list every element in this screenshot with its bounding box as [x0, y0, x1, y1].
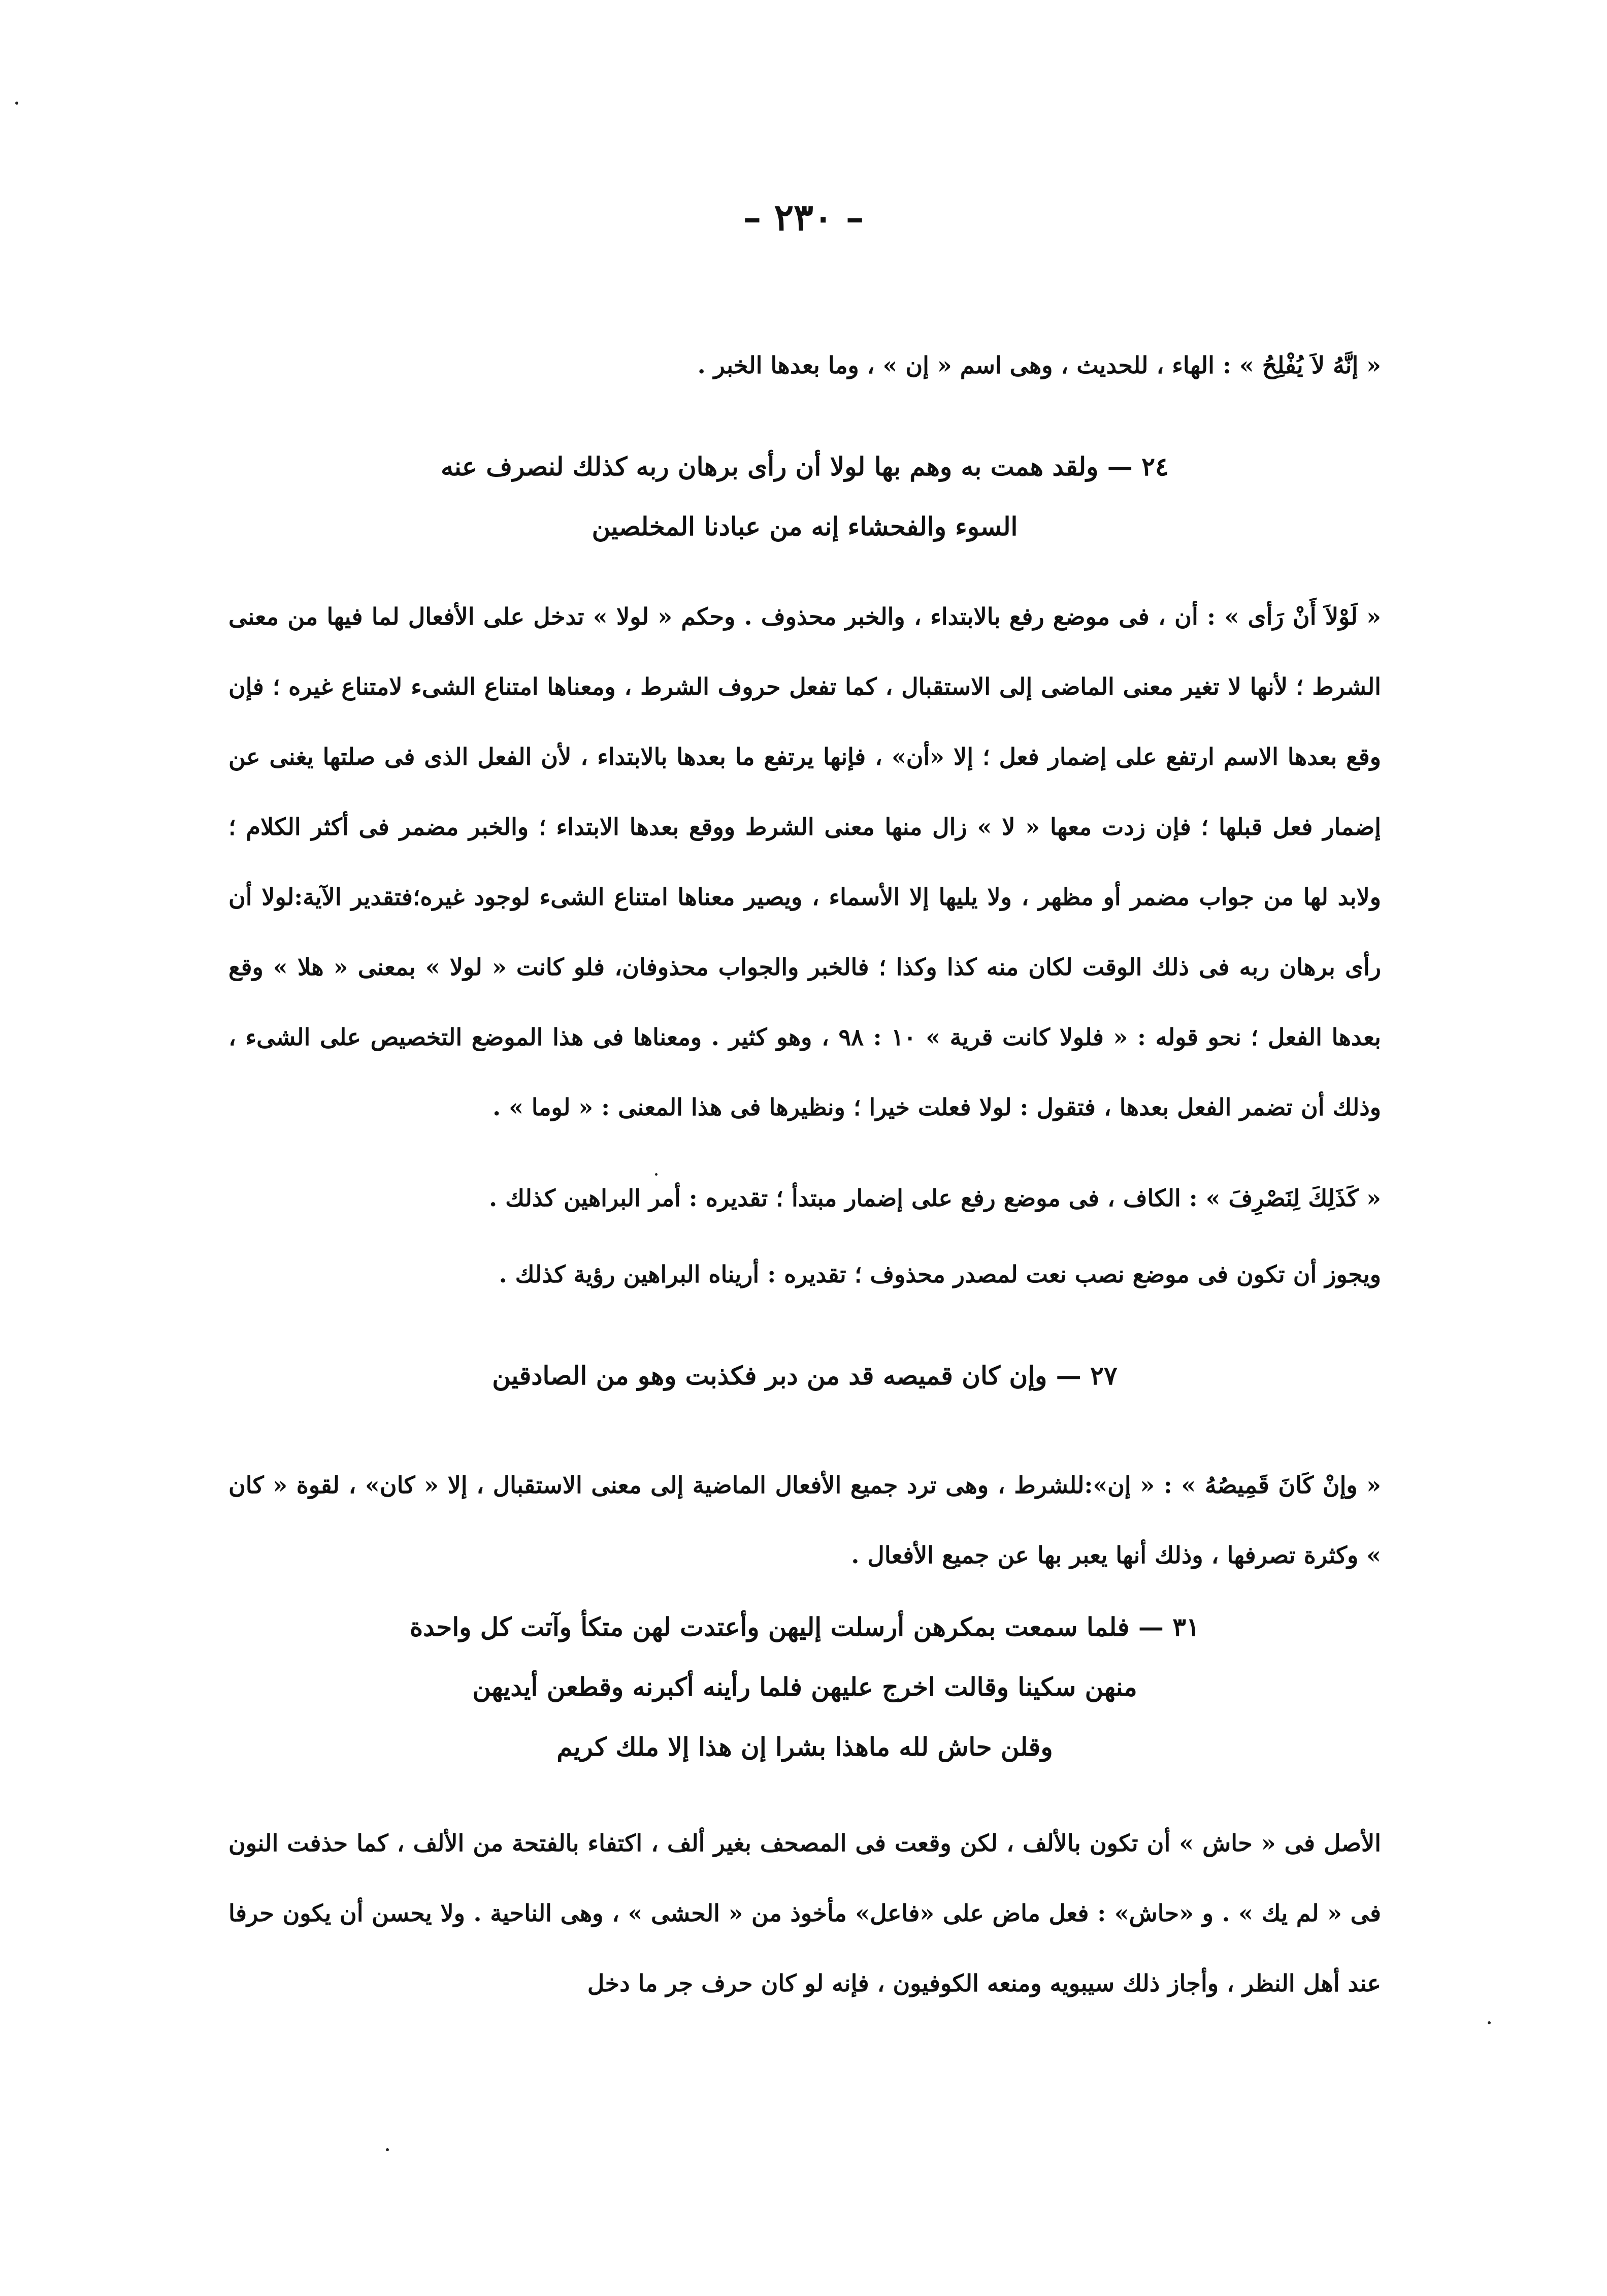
commentary-text: « إنَّهُ لاَ يُفْلِحُ » : الهاء ، للحديث ، وهى اسم « إن » ، وما بعدها الخبر .	[697, 351, 1381, 379]
commentary-paragraph-5	[228, 1450, 1381, 1590]
verse-line: ٢٧ — وإن كان قميصه قد من دبر فكذبت وهو من الصادقين	[492, 1361, 1118, 1390]
commentary-paragraph-2	[228, 581, 1381, 1142]
commentary-text: « وإنْ كَانَ قَمِيصُهُ » : « إن»:للشرط ، وهى ترد جميع الأفعال الماضية إلى معنى الاستقبال ، إلا « كان» ، لقوة « كان » وكثرة تصرفها ، وذلك أنها يعبر بها عن جميع الأفعال .	[228, 1471, 1381, 1569]
commentary-text: « لَوْلاَ أَنْ رَأى » : أن ، فى موضع رفع بالابتداء ، والخبر محذوف . وحكم « لولا » تدخل على الأفعال لما فيها من معنى الشرط ؛ لأنها لا تغير معنى الماضى إلى الاستقبال ، كما تفعل حروف الشرط ، ومعناها امتناع الشىء لامتناع غيره ؛ فإن وقع بعدها الاسم ارتفع على إضمار فعل ؛ إلا «أن» ، فإنها يرتفع ما بعدها بالابتداء ، لأن الفعل الذى فى صلتها يغنى عن إضمار فعل قبلها ؛ فإن زدت معها « لا » زال منها معنى الشرط ووقع بعدها الابتداء ؛ والخبر مضمر فى أكثر الكلام ؛ ولابد لها من جواب مضمر أو مظهر ، ولا يليها إلا الأسماء ، ويصير معناها امتناع الشىء لوجود غيره؛فتقدير الآية:لولا أن رأى برهان ربه فى ذلك الوقت لكان منه كذا وكذا ؛ فالخبر والجواب محذوفان، فلو كانت « لولا » بمعنى « هلا » وقع بعدها الفعل ؛ نحو قوله : « فلولا كانت قرية » ١٠ : ٩٨ ، وهو كثير . ومعناها فى هذا الموضع التخصيص على الشىء ، وذلك أن تضمر الفعل بعدها ، فتقول : لولا فعلت خيرا ؛ ونظيرها فى هذا المعنى : « لوما » .	[228, 603, 1381, 1121]
scan-speck	[655, 1173, 658, 1176]
verse-24	[228, 437, 1381, 557]
commentary-text: « كَذَلِكَ لِنَصْرِفَ » : الكاف ، فى موضع رفع على إضمار مبتدأ ؛ تقديره : أمر البراهين كذلك .	[489, 1184, 1381, 1212]
scan-speck	[15, 102, 18, 105]
verse-line: وقلن حاش لله ماهذا بشرا إن هذا إلا ملك كريم	[556, 1732, 1053, 1762]
page-number: – ٢٣٠ –	[743, 196, 864, 239]
commentary-paragraph-4	[228, 1239, 1381, 1309]
commentary-text: ويجوز أن تكون فى موضع نصب نعت لمصدر محذوف ؛ تقديره : أريناه البراهين رؤية كذلك .	[499, 1260, 1381, 1288]
verse-line: منهن سكينا وقالت اخرج عليهن فلما رأينه أكبرنه وقطعن أيديهن	[472, 1672, 1137, 1702]
scan-speck	[1488, 2021, 1491, 2024]
verse-line: السوء والفحشاء إنه من عبادنا المخلصين	[592, 511, 1018, 541]
verse-line: ٢٤ — ولقد همت به وهم بها لولا أن رأى برهان ربه كذلك لنصرف عنه	[441, 451, 1169, 481]
commentary-text: الأصل فى « حاش » أن تكون بالألف ، لكن وقعت فى المصحف بغير ألف ، اكتفاء بالفتحة من الألف ، كما حذفت النون فى « لم يك » . و «حاش» : فعل ماض على «فاعل» مأخوذ من « الحشى » ، وهى الناحية . ولا يحسن أن يكون حرفا عند أهل النظر ، وأجاز ذلك سيبويه ومنعه الكوفيون ، فإنه لو كان حرف جر ما دخل	[228, 1829, 1381, 1997]
verse-31	[228, 1597, 1381, 1777]
verse-27	[228, 1346, 1381, 1406]
commentary-paragraph-3	[228, 1163, 1381, 1233]
commentary-paragraph-1	[228, 330, 1381, 400]
commentary-paragraph-6	[228, 1808, 1381, 2018]
verse-line: ٣١ — فلما سمعت بمكرهن أرسلت إليهن وأعتدت لهن متكأ وآتت كل واحدة	[409, 1612, 1200, 1642]
scan-speck	[386, 2148, 389, 2151]
